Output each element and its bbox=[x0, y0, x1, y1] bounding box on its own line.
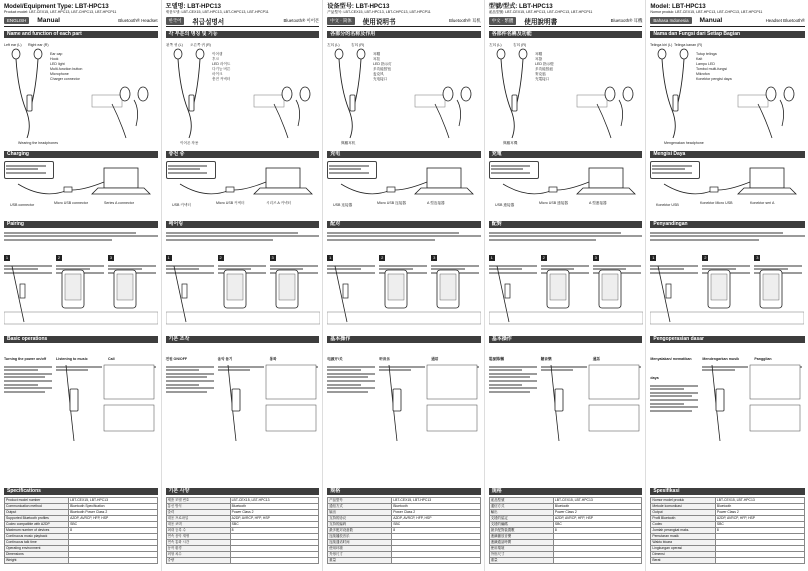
spec-key: 연속 음악 재생 bbox=[166, 534, 230, 540]
section-bar-names: Name and function of each part bbox=[4, 31, 158, 38]
part-5: Mikrofon bbox=[696, 72, 711, 76]
wear-label: 佩戴耳機 bbox=[502, 141, 518, 145]
part-3: LED 라이트 bbox=[211, 62, 230, 66]
document-title: Manual bbox=[699, 17, 723, 25]
section-bar-pairing: 配對 bbox=[489, 221, 643, 228]
micro-usb-label: Konektor Micro USB bbox=[700, 201, 733, 205]
section-bar-specs: 规格 bbox=[327, 488, 481, 495]
language-badge: 한국어 bbox=[166, 17, 185, 25]
document-title: 使用說明書 bbox=[524, 18, 558, 26]
section-bar-names: 各部分的名称及作用 bbox=[327, 31, 481, 38]
document-title: Manual bbox=[37, 17, 60, 25]
part-6: Konektor pengisi daya bbox=[696, 77, 732, 81]
part-1: Ear cap bbox=[50, 52, 63, 56]
spec-key: Lingkungan operasi bbox=[651, 546, 716, 552]
section-bar-specs: Spesifikasi bbox=[650, 488, 805, 495]
spec-key: Product model number bbox=[5, 498, 69, 504]
part-4: 다기능 버튼 bbox=[211, 67, 230, 71]
section-bar-pairing: Pairing bbox=[4, 221, 158, 228]
spec-value: LBT-CEX15, LBT-HPC13 bbox=[553, 498, 642, 504]
spec-key: 重量 bbox=[328, 558, 392, 564]
spec-key: 대응 코덱 bbox=[166, 522, 230, 528]
button-illustration bbox=[166, 345, 320, 445]
section-bar-pairing: 페어링 bbox=[166, 221, 320, 228]
language-column-2 bbox=[162, 0, 324, 571]
model-title: 型號/型式: LBT-HPC13 bbox=[488, 3, 553, 10]
spec-key: 支援的協定 bbox=[489, 516, 553, 522]
part-5: 麦克风 bbox=[373, 72, 384, 76]
spec-key: Output bbox=[5, 510, 69, 516]
section-bar-charging: Charging bbox=[4, 151, 158, 158]
section-bar-specs: 기본 사양 bbox=[166, 488, 320, 495]
micro-usb-label: Micro USB 커넥터 bbox=[215, 201, 245, 205]
spec-value: Power Class 2 bbox=[230, 510, 319, 516]
spec-key: 支援的編碼 bbox=[489, 522, 553, 528]
charging-illustration bbox=[166, 160, 320, 218]
part-2: 耳挂 bbox=[373, 57, 381, 61]
earphone-illustration bbox=[327, 40, 481, 148]
part-2: 후크 bbox=[211, 57, 219, 61]
spec-key: 連續通話時間 bbox=[489, 540, 553, 546]
button-illustration bbox=[489, 345, 643, 445]
micro-usb-label: Micro USB 連接器 bbox=[538, 201, 568, 205]
section-bar-names: 각 부분의 명칭 및 기능 bbox=[166, 31, 320, 38]
part-3: LED light bbox=[50, 62, 65, 66]
spec-key: 連續播放音樂 bbox=[489, 534, 553, 540]
op-music-title: 聽音樂 bbox=[540, 357, 552, 361]
spec-table bbox=[166, 497, 320, 564]
parts-diagram bbox=[327, 40, 481, 148]
part-2: Kait bbox=[696, 57, 703, 61]
product-name: Bluetooth® 耳机 bbox=[448, 17, 481, 23]
spec-value bbox=[230, 558, 319, 564]
op-call-title: Call bbox=[108, 357, 115, 361]
right-ear-label: 右耳 (R) bbox=[512, 43, 526, 47]
wear-label: Mengenakan headphone bbox=[664, 141, 705, 145]
document-title: 취급설명서 bbox=[192, 18, 225, 26]
column-header bbox=[4, 15, 158, 27]
spec-value: SBC bbox=[715, 522, 804, 528]
spec-key: 중량 bbox=[166, 558, 230, 564]
spec-key: Continuous music playback bbox=[5, 534, 69, 540]
pairing-illustration bbox=[327, 264, 481, 326]
spec-value: Bluetooth bbox=[392, 504, 481, 510]
spec-key: 外形尺寸 bbox=[328, 552, 392, 558]
part-6: 충전 커넥터 bbox=[211, 77, 230, 81]
left-ear-label: 左耳 (L) bbox=[327, 43, 340, 47]
op-music-title: 听音乐 bbox=[379, 357, 390, 361]
spec-value: A2DP, AVRCP, HFP, HSP bbox=[715, 516, 804, 522]
part-4: 多功能按鈕 bbox=[534, 67, 553, 71]
product-models: 產品型號: LBT-CEX15, LBT-HPC13, LBT-CHPC13, LBT-HPCP11 bbox=[488, 10, 593, 14]
micro-usb-label: Micro USB connector bbox=[54, 201, 88, 205]
spec-row bbox=[166, 558, 319, 564]
spec-key: 產品型號 bbox=[489, 498, 553, 504]
basic-operations bbox=[166, 345, 320, 445]
pairing-illustration bbox=[4, 264, 158, 326]
section-bar-basic: 基本操作 bbox=[327, 336, 481, 343]
spec-key: 重量 bbox=[489, 558, 553, 564]
spec-table-wrap bbox=[166, 497, 320, 569]
basic-operations bbox=[327, 345, 481, 445]
product-models: Product model: LBT-CEX15, LBT-HPC13, LBT-CHPC13, LBT-HPCP11 bbox=[4, 10, 117, 14]
section-bar-charging: Mengisi Daya bbox=[650, 151, 805, 158]
spec-value bbox=[553, 558, 642, 564]
part-3: Lampu LED bbox=[696, 62, 716, 66]
earphone-illustration bbox=[166, 40, 320, 148]
spec-value: Bluetooth bbox=[230, 504, 319, 510]
language-column-5 bbox=[646, 0, 808, 571]
op-power-title: 电源开/关 bbox=[327, 357, 343, 361]
usb-connector-label: USB connector bbox=[10, 203, 35, 207]
spec-value: Power Class 2 bbox=[715, 510, 804, 516]
pairing-steps bbox=[4, 230, 158, 333]
language-column-3 bbox=[323, 0, 485, 571]
parts-diagram bbox=[4, 40, 158, 148]
spec-value bbox=[392, 558, 481, 564]
step-number-1: 1 bbox=[5, 255, 9, 260]
spec-key: Berat bbox=[651, 558, 716, 564]
pairing-steps bbox=[166, 230, 320, 333]
part-4: Tombol multi-fungsi bbox=[696, 67, 728, 71]
charging-diagram bbox=[4, 160, 158, 218]
spec-row bbox=[651, 558, 805, 564]
charging-diagram bbox=[650, 160, 805, 218]
spec-key: Codec compatible with A2DP bbox=[5, 522, 69, 528]
spec-key: 대응 프로파일 bbox=[166, 516, 230, 522]
spec-key: 통신 방식 bbox=[166, 504, 230, 510]
left-ear-label: Telinga kiri (L) bbox=[650, 43, 673, 47]
op-call-title: 통화 bbox=[269, 357, 277, 361]
series-a-label: 시리즈 A 커넥터 bbox=[265, 201, 291, 205]
spec-key: 제품 모델 번호 bbox=[166, 498, 230, 504]
earphone-illustration bbox=[489, 40, 643, 148]
section-bar-pairing: Penyandingan bbox=[650, 221, 805, 228]
charging-illustration bbox=[489, 160, 643, 218]
spec-key: 通信方式 bbox=[328, 504, 392, 510]
left-ear-label: 左耳 (L) bbox=[488, 43, 502, 47]
section-bar-names: Nama dan Fungsi dari Setiap Bagian bbox=[650, 31, 805, 38]
spec-key: Weight bbox=[5, 558, 69, 564]
spec-table-wrap bbox=[4, 497, 158, 569]
language-column-1 bbox=[0, 0, 162, 571]
model-title: Model/Equipment Type: LBT-HPC13 bbox=[4, 3, 109, 10]
part-3: LED 指示灯 bbox=[373, 62, 392, 66]
part-1: 耳帽 bbox=[373, 52, 381, 56]
spec-table-wrap bbox=[327, 497, 481, 569]
micro-usb-label: Micro USB 连接器 bbox=[377, 201, 407, 205]
part-1: Tutup telinga bbox=[696, 52, 718, 56]
op-music-title: 음악 듣기 bbox=[217, 357, 233, 361]
op-power-title: 電源開/關 bbox=[488, 357, 505, 361]
charging-diagram bbox=[327, 160, 481, 218]
left-ear-label: Left ear (L) bbox=[4, 43, 22, 47]
parts-diagram bbox=[166, 40, 320, 148]
step-number-3: 3 bbox=[433, 255, 436, 260]
step-number-1: 1 bbox=[167, 255, 170, 260]
right-ear-label: 右耳 (R) bbox=[351, 43, 365, 47]
op-music-title: Listening to music bbox=[56, 357, 88, 361]
spec-key: 支持的编码 bbox=[328, 522, 392, 528]
product-name: Bluetooth® 이어폰 bbox=[283, 17, 320, 23]
spec-key: Pemutaran musik bbox=[651, 534, 716, 540]
spec-value: LBT-CEX15, LBT-HPC13 bbox=[69, 498, 158, 504]
charging-diagram bbox=[166, 160, 320, 218]
spec-key: 连续播放音乐 bbox=[328, 534, 392, 540]
right-ear-label: Right ear (R) bbox=[28, 43, 49, 47]
spec-key: Communication method bbox=[5, 504, 69, 510]
product-models: Nomor produk: LBT-CEX15, LBT-HPC13, LBT-CHPC13, LBT-HPCP11 bbox=[650, 10, 763, 14]
usb-connector-label: USB 连接器 bbox=[333, 203, 353, 207]
spec-row bbox=[5, 558, 158, 564]
parts-diagram bbox=[650, 40, 805, 148]
product-name: Bluetooth® 耳機 bbox=[610, 17, 643, 23]
column-header bbox=[650, 15, 805, 27]
spec-value: Bluetooth Specification bbox=[69, 504, 158, 510]
wear-label: 이어폰 착용 bbox=[179, 141, 198, 145]
button-illustration bbox=[327, 345, 481, 445]
op-power-title: Menyalakan/ mematikan daya bbox=[650, 357, 692, 380]
spec-table bbox=[489, 497, 643, 564]
spec-key: 使用環境 bbox=[489, 546, 553, 552]
spec-key: Output bbox=[651, 510, 716, 516]
spec-key: 최대 등록 수 bbox=[166, 528, 230, 534]
section-bar-charging: 充電 bbox=[489, 151, 643, 158]
spec-value: 8 bbox=[553, 528, 642, 534]
model-title: Model: LBT-HPC13 bbox=[650, 3, 706, 10]
step-number-2: 2 bbox=[57, 255, 61, 260]
step-number-3: 3 bbox=[756, 255, 759, 260]
document-title: 使用说明书 bbox=[362, 18, 396, 26]
spec-key: Dimensi bbox=[651, 552, 716, 558]
button-illustration bbox=[650, 345, 804, 445]
spec-table-wrap bbox=[489, 497, 643, 569]
pairing-illustration bbox=[489, 264, 643, 326]
product-models: 产品型号: LBT-CEX15, LBT-HPC13, LBT-CHPC13, LBT-HPCP11 bbox=[327, 10, 431, 14]
part-2: 耳掛 bbox=[534, 57, 542, 61]
spec-value: 8 bbox=[715, 528, 804, 534]
section-bar-specs: Specifications bbox=[4, 488, 158, 495]
spec-value: SBC bbox=[69, 522, 158, 528]
series-a-label: A 型連接器 bbox=[588, 201, 607, 205]
spec-key: 外形尺寸 bbox=[489, 552, 553, 558]
spec-row bbox=[489, 558, 642, 564]
spec-key: Codec bbox=[651, 522, 716, 528]
language-badge: 中文 · 繁體 bbox=[489, 17, 516, 25]
wear-label: Wearing the headphones bbox=[18, 141, 59, 145]
spec-key: 产品型号 bbox=[328, 498, 392, 504]
spec-key: 连续通话时间 bbox=[328, 540, 392, 546]
language-badge: 中文 · 简体 bbox=[327, 17, 354, 25]
spec-table bbox=[650, 497, 805, 564]
model-title: 모델명: LBT-HPC13 bbox=[165, 3, 221, 10]
part-5: 麥克風 bbox=[534, 72, 546, 76]
column-header bbox=[327, 15, 481, 27]
charging-illustration bbox=[4, 160, 158, 218]
language-column-4 bbox=[485, 0, 647, 571]
section-bar-basic: 基本操作 bbox=[489, 336, 643, 343]
part-1: 이어캡 bbox=[211, 52, 223, 56]
pairing-steps bbox=[650, 230, 805, 333]
spec-key: 외형 치수 bbox=[166, 552, 230, 558]
spec-key: 输出 bbox=[328, 510, 392, 516]
spec-key: 使用环境 bbox=[328, 546, 392, 552]
spec-value: A2DP, AVRCP, HFP, HSP bbox=[230, 516, 319, 522]
wear-label: 佩戴耳机 bbox=[341, 141, 356, 145]
spec-key: Nomor model produk bbox=[651, 498, 716, 504]
section-bar-charging: 充电 bbox=[327, 151, 481, 158]
spec-key: Operating environment bbox=[5, 546, 69, 552]
right-ear-label: 오른쪽 귀 (R) bbox=[189, 43, 211, 47]
usb-connector-label: USB 連接器 bbox=[494, 203, 514, 207]
usb-connector-label: Konektor USB bbox=[656, 203, 680, 207]
step-number-1: 1 bbox=[490, 255, 493, 260]
column-header bbox=[489, 15, 643, 27]
charging-diagram bbox=[489, 160, 643, 218]
part-5: 마이크 bbox=[211, 72, 223, 76]
spec-key: 通信方式 bbox=[489, 504, 553, 510]
part-5: Microphone bbox=[50, 72, 69, 76]
spec-key: Maximum number of devices bbox=[5, 528, 69, 534]
left-ear-label: 왼쪽 귀 (L) bbox=[165, 43, 183, 47]
part-6: 充電接口 bbox=[534, 77, 550, 81]
spec-value: LBT-CEX15, LBT-HPC13 bbox=[715, 498, 804, 504]
spec-key: Jumlah perangkat maks. bbox=[651, 528, 716, 534]
spec-table bbox=[4, 497, 158, 564]
step-number-2: 2 bbox=[542, 255, 545, 260]
op-call-title: Panggilan bbox=[754, 357, 772, 361]
step-number-1: 1 bbox=[652, 255, 655, 260]
section-bar-basic: Pengoperasian dasar bbox=[650, 336, 805, 343]
section-bar-specs: 規格 bbox=[489, 488, 643, 495]
right-ear-label: Telinga kanan (R) bbox=[674, 43, 703, 47]
spec-table bbox=[327, 497, 481, 564]
usb-connector-label: USB 커넥터 bbox=[171, 203, 191, 207]
section-bar-charging: 충전 중 bbox=[166, 151, 320, 158]
spec-value: 8 bbox=[392, 528, 481, 534]
step-number-3: 3 bbox=[109, 255, 113, 260]
product-name: Bluetooth® Headset bbox=[118, 18, 158, 24]
spec-value: LBT-CEX15, LBT-HPC13 bbox=[230, 498, 319, 504]
step-number-3: 3 bbox=[594, 255, 597, 260]
pairing-steps bbox=[489, 230, 643, 333]
series-a-label: A 型连接器 bbox=[427, 201, 445, 205]
spec-value: Bluetooth bbox=[553, 504, 642, 510]
pairing-illustration bbox=[166, 264, 320, 326]
spec-value: SBC bbox=[392, 522, 481, 528]
product-name: Headset Bluetooth® bbox=[765, 18, 805, 24]
series-a-label: Series A connector bbox=[104, 201, 134, 205]
spec-value: A2DP, AVRCP, HFP, HSP bbox=[69, 516, 158, 522]
button-illustration bbox=[4, 345, 158, 445]
section-bar-pairing: 配对 bbox=[327, 221, 481, 228]
op-call-title: 通話 bbox=[592, 357, 600, 361]
section-bar-basic: Basic operations bbox=[4, 336, 158, 343]
basic-operations bbox=[4, 345, 158, 445]
spec-key: Profil Bluetooth bbox=[651, 516, 716, 522]
spec-key: Metode komunikasi bbox=[651, 504, 716, 510]
language-badge: ENGLISH bbox=[4, 17, 29, 24]
section-bar-basic: 기본 조작 bbox=[166, 336, 320, 343]
parts-diagram bbox=[489, 40, 643, 148]
part-4: Multi-function button bbox=[50, 67, 83, 71]
spec-row bbox=[328, 558, 481, 564]
spec-key: 最多配对设备数 bbox=[328, 528, 392, 534]
spec-key: 연속 통화 시간 bbox=[166, 540, 230, 546]
language-badge: Bahasa Indonesia bbox=[650, 17, 691, 24]
spec-value: 8 bbox=[230, 528, 319, 534]
spec-value: Power Class 2 bbox=[392, 510, 481, 516]
spec-key: Supported Bluetooth profiles bbox=[5, 516, 69, 522]
spec-key: Dimensions bbox=[5, 552, 69, 558]
part-2: Hook bbox=[50, 57, 59, 61]
spec-key: 輸出 bbox=[489, 510, 553, 516]
pairing-steps bbox=[327, 230, 481, 333]
step-number-2: 2 bbox=[219, 255, 222, 260]
pairing-illustration bbox=[650, 264, 804, 326]
section-bar-names: 各部件名稱及功能 bbox=[489, 31, 643, 38]
op-call-title: 通话 bbox=[431, 357, 439, 361]
spec-value: 8 bbox=[69, 528, 158, 534]
basic-operations bbox=[650, 345, 805, 445]
part-6: Charger connector bbox=[50, 77, 80, 81]
op-power-title: Turning the power on/off bbox=[4, 357, 47, 361]
earphone-illustration bbox=[650, 40, 804, 148]
model-title: 设备型号: LBT-HPC13 bbox=[327, 3, 390, 10]
spec-value: SBC bbox=[230, 522, 319, 528]
spec-key: 출력 bbox=[166, 510, 230, 516]
earphone-illustration bbox=[4, 40, 158, 148]
spec-value bbox=[69, 558, 158, 564]
product-models: 제품모델: LBT-CEX15, LBT-HPC13, LBT-CHPC13, LBT-HPCP11 bbox=[165, 10, 269, 14]
step-number-2: 2 bbox=[381, 255, 384, 260]
series-a-label: Konektor seri A bbox=[750, 201, 775, 205]
spec-key: Continuous talk time bbox=[5, 540, 69, 546]
basic-operations bbox=[489, 345, 643, 445]
column-header bbox=[166, 15, 320, 27]
part-4: 多功能按钮 bbox=[373, 67, 392, 71]
step-number-3: 3 bbox=[271, 255, 274, 260]
spec-value: LBT-CEX15, LBT-HPC13 bbox=[392, 498, 481, 504]
spec-key: 支持的协议 bbox=[328, 516, 392, 522]
part-3: LED 指示燈 bbox=[534, 62, 554, 66]
spec-value: A2DP, AVRCP, HFP, HSP bbox=[553, 516, 642, 522]
spec-table-wrap bbox=[650, 497, 805, 569]
spec-key: 最多配對裝置數 bbox=[489, 528, 553, 534]
step-number-2: 2 bbox=[704, 255, 707, 260]
charging-illustration bbox=[327, 160, 481, 218]
part-1: 耳帽 bbox=[534, 52, 542, 56]
spec-value: Bluetooth Power Class 2 bbox=[69, 510, 158, 516]
part-6: 充电接口 bbox=[373, 77, 388, 81]
spec-key: 동작 환경 bbox=[166, 546, 230, 552]
charging-illustration bbox=[650, 160, 804, 218]
spec-value: A2DP, AVRCP, HFP, HSP bbox=[392, 516, 481, 522]
op-power-title: 전원 ON/OFF bbox=[165, 357, 188, 361]
spec-value: SBC bbox=[553, 522, 642, 528]
spec-value: Power Class 2 bbox=[553, 510, 642, 516]
spec-value: Bluetooth bbox=[715, 504, 804, 510]
op-music-title: Mendengarkan musik bbox=[702, 357, 740, 361]
spec-value bbox=[715, 558, 804, 564]
spec-key: Waktu bicara bbox=[651, 540, 716, 546]
step-number-1: 1 bbox=[329, 255, 332, 260]
